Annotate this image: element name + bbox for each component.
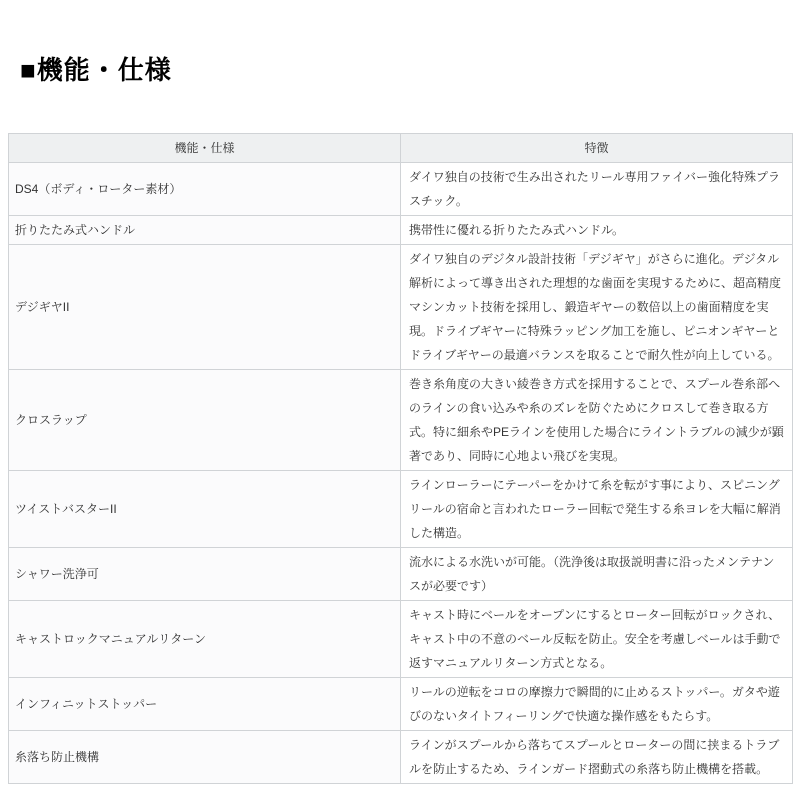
spec-row [9,601,793,678]
spec-row [9,370,793,471]
spec-name-cell: クロスラップ [9,370,401,471]
section-heading: ■機能・仕様 [20,55,172,85]
spec-name-cell: 折りたたみ式ハンドル [9,216,401,245]
spec-name-cell: デジギヤII [9,245,401,370]
spec-table [8,133,793,784]
spec-desc-cell: キャスト時にベールをオープンにするとローター回転がロックされ、キャスト中の不意のベール反転を防止。安全を考慮しベールは手動で返すマニュアルリターン方式となる。 [401,601,793,678]
table-header-function: 機能・仕様 [9,134,401,163]
spec-desc-cell: 巻き糸角度の大きい綾巻き方式を採用することで、スプール巻糸部へのラインの食い込みや糸のズレを防ぐためにクロスして巻き取る方式。特に細糸やPEラインを使用した場合にライントラブルの減少が顕著であり、同時に心地よい飛びを実現。 [401,370,793,471]
spec-desc-cell: 流水による水洗いが可能。（洗浄後は取扱説明書に沿ったメンテナンスが必要です） [401,548,793,601]
spec-row [9,216,793,245]
spec-row [9,245,793,370]
spec-name-cell: 糸落ち防止機構 [9,731,401,784]
spec-row [9,678,793,731]
table-header-row [9,134,793,163]
spec-name-cell: DS4（ボディ・ローター素材） [9,163,401,216]
spec-row [9,163,793,216]
spec-desc-cell: 携帯性に優れる折りたたみ式ハンドル。 [401,216,793,245]
spec-desc-cell: リールの逆転をコロの摩擦力で瞬間的に止めるストッパー。ガタや遊びのないタイトフィーリングで快適な操作感をもたらす。 [401,678,793,731]
spec-desc-cell: ラインがスプールから落ちてスプールとローターの間に挟まるトラブルを防止するため、ラインガード摺動式の糸落ち防止機構を搭載。 [401,731,793,784]
table-header-feature: 特徴 [401,134,793,163]
spec-desc-cell: ダイワ独自の技術で生み出されたリール専用ファイバー強化特殊プラスチック。 [401,163,793,216]
spec-desc-cell: ダイワ独自のデジタル設計技術「デジギヤ」がさらに進化。デジタル解析によって導き出された理想的な歯面を実現するために、超高精度マシンカット技術を採用し、鍛造ギヤーの数倍以上の歯面精度を実現。ドライブギヤーに特殊ラッピング加工を施し、ピニオンギヤーとドライブギヤーの最適バランスを取ることで耐久性が向上している。 [401,245,793,370]
spec-row [9,471,793,548]
spec-desc-cell: ラインローラーにテーパーをかけて糸を転がす事により、スピニングリールの宿命と言われたローラー回転で発生する糸ヨレを大幅に解消した構造。 [401,471,793,548]
spec-row [9,548,793,601]
spec-name-cell: シャワー洗浄可 [9,548,401,601]
spec-name-cell: キャストロックマニュアルリターン [9,601,401,678]
spec-name-cell: インフィニットストッパー [9,678,401,731]
spec-row [9,731,793,784]
spec-name-cell: ツイストバスターII [9,471,401,548]
